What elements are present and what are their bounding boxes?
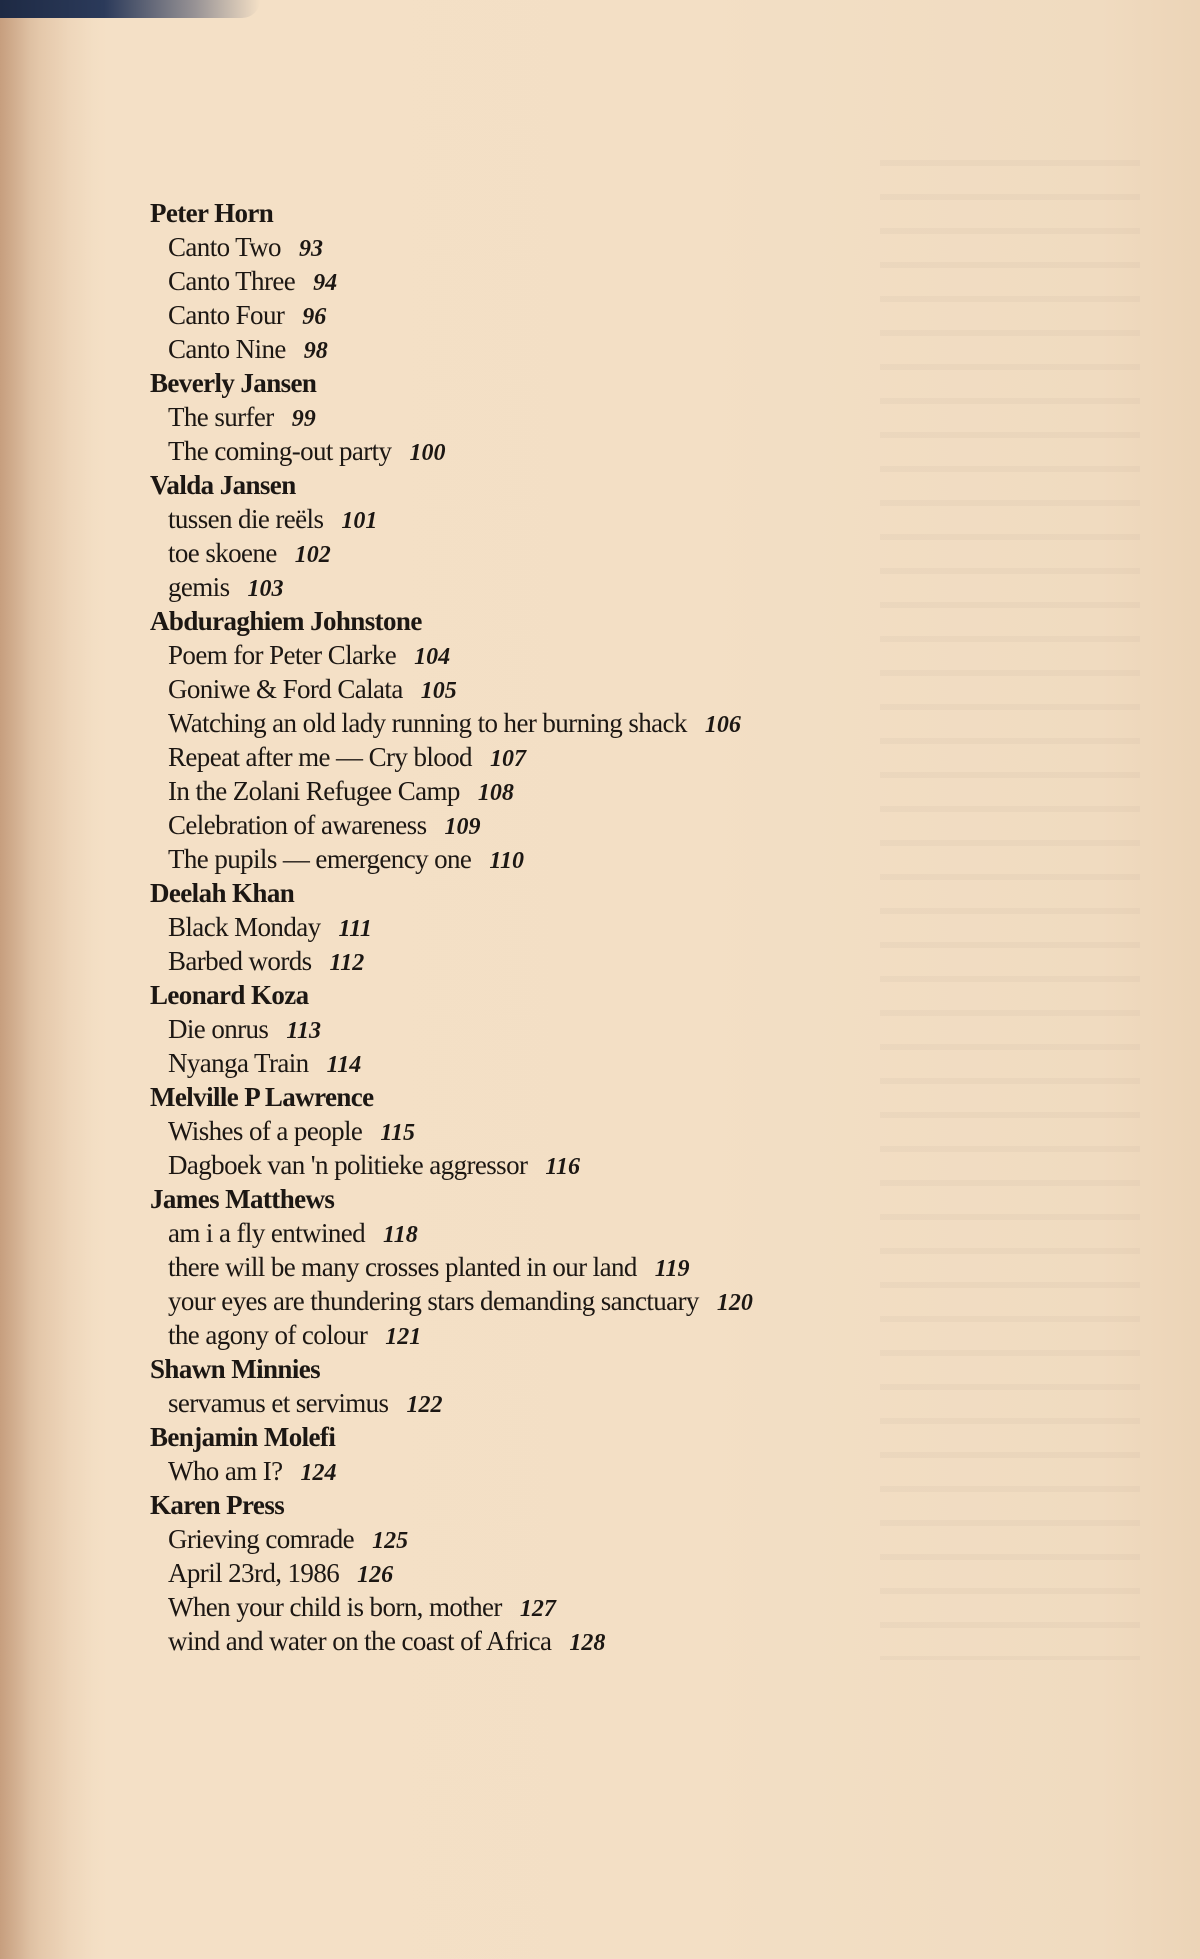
poem-entry [150, 264, 1050, 298]
poem-title: Grieving comrade [168, 1524, 355, 1554]
author-name: Karen Press [150, 1490, 285, 1520]
page-number: 113 [286, 1018, 322, 1044]
table-of-contents [150, 196, 1050, 1658]
page-number: 104 [414, 644, 451, 670]
author-name: Valda Jansen [150, 470, 296, 500]
poem-title: Who am I? [168, 1456, 283, 1486]
page-number: 115 [380, 1120, 415, 1146]
page-number: 103 [247, 576, 284, 602]
poem-entry [150, 1046, 1050, 1080]
page-number: 99 [291, 406, 316, 432]
poem-entry [150, 502, 1050, 536]
poem-title: there will be many crosses planted in our land [168, 1252, 637, 1282]
poem-entry [150, 1590, 1050, 1624]
poem-title: Canto Four [168, 300, 285, 330]
poem-title: Canto Three [168, 266, 296, 296]
page-number: 110 [489, 848, 524, 874]
page-number: 126 [357, 1562, 394, 1588]
author-name: James Matthews [150, 1184, 335, 1214]
poem-title: Poem for Peter Clarke [168, 640, 397, 670]
poem-entry [150, 298, 1050, 332]
author-name: Abduraghiem Johnstone [150, 606, 422, 636]
poem-entry [150, 944, 1050, 978]
page-number: 107 [489, 746, 526, 772]
page-number: 112 [329, 950, 365, 976]
poem-title: Repeat after me — Cry blood [168, 742, 472, 772]
cover-edge [0, 0, 260, 18]
poem-entry [150, 332, 1050, 366]
poem-entry [150, 1386, 1050, 1420]
author-name: Leonard Koza [150, 980, 309, 1010]
poem-entry [150, 1624, 1050, 1658]
page-number: 127 [519, 1596, 556, 1622]
poem-title: The pupils — emergency one [168, 844, 472, 874]
poem-entry [150, 1250, 1050, 1284]
page-number: 125 [372, 1528, 409, 1554]
book-spine-shadow [0, 0, 95, 1959]
page-number: 93 [298, 236, 323, 262]
page-number: 105 [420, 678, 457, 704]
poem-title: tussen die reëls [168, 504, 324, 534]
poem-entry [150, 1556, 1050, 1590]
poem-entry [150, 1284, 1050, 1318]
author-name: Benjamin Molefi [150, 1422, 336, 1452]
poem-entry [150, 1012, 1050, 1046]
author-name: Beverly Jansen [150, 368, 317, 398]
poem-entry [150, 774, 1050, 808]
page-number: 101 [341, 508, 378, 534]
poem-title: Celebration of awareness [168, 810, 427, 840]
poem-title: When your child is born, mother [168, 1592, 502, 1622]
poem-title: your eyes are thundering stars demanding sanctuary [168, 1286, 699, 1316]
poem-title: Dagboek van 'n politieke aggressor [168, 1150, 528, 1180]
poem-title: The coming-out party [168, 436, 392, 466]
poem-entry [150, 1522, 1050, 1556]
page-number: 98 [303, 338, 328, 364]
poem-title: Wishes of a people [168, 1116, 363, 1146]
page-number: 108 [477, 780, 514, 806]
poem-entry [150, 808, 1050, 842]
poem-entry [150, 570, 1050, 604]
poem-title: Canto Two [168, 232, 281, 262]
poem-entry [150, 1454, 1050, 1488]
poem-title: April 23rd, 1986 [168, 1558, 340, 1588]
page-number: 119 [654, 1256, 690, 1282]
poem-entry [150, 400, 1050, 434]
page-number: 114 [326, 1052, 362, 1078]
page-number: 96 [302, 304, 327, 330]
page-number: 102 [294, 542, 331, 568]
poem-title: wind and water on the coast of Africa [168, 1626, 552, 1656]
poem-entry [150, 434, 1050, 468]
poem-entry [150, 706, 1050, 740]
author-name: Deelah Khan [150, 878, 295, 908]
poem-entry [150, 1148, 1050, 1182]
page-number: 100 [409, 440, 446, 466]
poem-entry [150, 1114, 1050, 1148]
page-number: 111 [338, 916, 372, 942]
poem-title: Die onrus [168, 1014, 269, 1044]
page-number: 124 [300, 1460, 337, 1486]
page-number: 109 [444, 814, 481, 840]
page-number: 121 [385, 1324, 422, 1350]
page-number: 120 [716, 1290, 753, 1316]
author-name: Peter Horn [150, 198, 274, 228]
page-number: 106 [704, 712, 741, 738]
poem-entry [150, 672, 1050, 706]
poem-title: the agony of colour [168, 1320, 368, 1350]
page-number: 116 [545, 1154, 581, 1180]
poem-entry [150, 842, 1050, 876]
poem-title: am i a fly entwined [168, 1218, 366, 1248]
poem-entry [150, 1216, 1050, 1250]
poem-entry [150, 910, 1050, 944]
poem-entry [150, 740, 1050, 774]
poem-title: Black Monday [168, 912, 321, 942]
author-name: Melville P Lawrence [150, 1082, 374, 1112]
poem-entry [150, 536, 1050, 570]
author-name: Shawn Minnies [150, 1354, 321, 1384]
poem-entry [150, 638, 1050, 672]
poem-title: Canto Nine [168, 334, 286, 364]
poem-entry [150, 1318, 1050, 1352]
page-number: 94 [313, 270, 338, 296]
page-number: 122 [406, 1392, 443, 1418]
poem-title: toe skoene [168, 538, 277, 568]
poem-title: Watching an old lady running to her burning shack [168, 708, 687, 738]
poem-title: Goniwe & Ford Calata [168, 674, 403, 704]
page-number: 128 [569, 1630, 606, 1656]
poem-title: Nyanga Train [168, 1048, 309, 1078]
poem-title: Barbed words [168, 946, 312, 976]
poem-title: In the Zolani Refugee Camp [168, 776, 460, 806]
poem-title: The surfer [168, 402, 274, 432]
poem-entry [150, 230, 1050, 264]
poem-title: servamus et servimus [168, 1388, 389, 1418]
page-number: 118 [383, 1222, 418, 1248]
poem-title: gemis [168, 572, 230, 602]
